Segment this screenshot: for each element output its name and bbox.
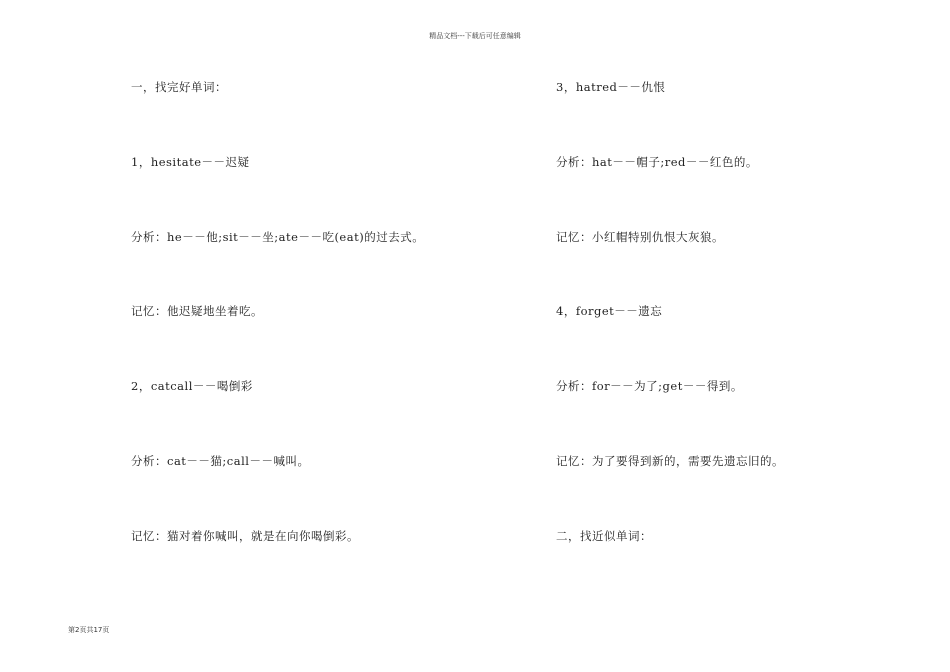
memory-line: 记忆：猫对着你喊叫，就是在向你喝倒彩。 [131, 529, 359, 543]
analysis-line: 分析：hat－－帽子;red－－红色的。 [556, 155, 758, 169]
memory-line: 记忆：小红帽特别仇恨大灰狼。 [556, 230, 724, 244]
section-heading: 一，找完好单词： [131, 80, 227, 94]
memory-line: 记忆：为了要得到新的，需要先遗忘旧的。 [556, 454, 784, 468]
analysis-line: 分析：he－－他;sit－－坐;ate－－吃(eat)的过去式。 [131, 230, 425, 244]
word-entry: 4，forget－－遗忘 [556, 304, 663, 318]
word-entry: 2，catcall－－喝倒彩 [131, 379, 253, 393]
analysis-line: 分析：cat－－猫;call－－喊叫。 [131, 454, 310, 468]
section-heading: 二，找近似单词： [556, 529, 652, 543]
page-header: 精品文档---下载后可任意编辑 [429, 32, 521, 40]
word-entry: 1，hesitate－－迟疑 [131, 155, 250, 169]
word-entry: 3，hatred－－仇恨 [556, 80, 666, 94]
memory-line: 记忆：他迟疑地坐着吃。 [131, 304, 263, 318]
analysis-line: 分析：for－－为了;get－－得到。 [556, 379, 743, 393]
page-number: 第2页共17页 [68, 626, 110, 634]
